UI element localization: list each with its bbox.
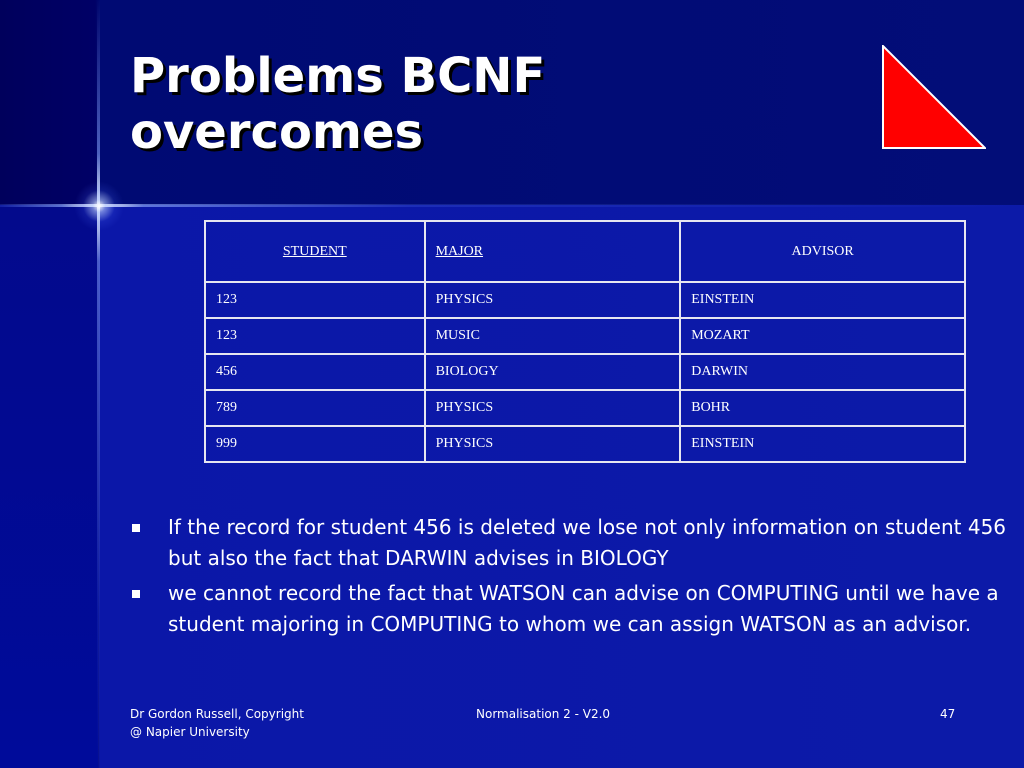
table-row	[205, 318, 965, 354]
column-header-label: STUDENT	[282, 243, 347, 259]
slide-number: 47	[940, 707, 956, 721]
column-header-advisor	[680, 221, 965, 282]
table-cell-student: 123	[205, 282, 425, 318]
table-cell-major: PHYSICS	[425, 282, 681, 318]
table-cell-major: MUSIC	[425, 318, 681, 354]
table-cell-advisor: EINSTEIN	[680, 426, 965, 462]
table-cell-advisor: DARWIN	[680, 354, 965, 390]
bullet-text: we cannot record the fact that WATSON can advise on COMPUTING until we have a student majoring in COMPUTING to whom we can assign WATSON as an advisor.	[168, 581, 999, 636]
square-bullet-icon	[132, 590, 140, 598]
column-header-label: ADVISOR	[791, 243, 854, 259]
table-cell-student: 789	[205, 390, 425, 426]
table-cell-advisor: EINSTEIN	[680, 282, 965, 318]
square-bullet-icon	[132, 524, 140, 532]
table-row	[205, 390, 965, 426]
table-cell-major: PHYSICS	[425, 390, 681, 426]
table-cell-advisor: MOZART	[680, 318, 965, 354]
bullet-text: If the record for student 456 is deleted we lose not only information on student 456 but also the fact that DARWIN advises in BIOLOGY	[168, 515, 1007, 570]
student-advisor-table	[204, 220, 966, 463]
left-band	[0, 205, 98, 768]
column-header-student	[205, 221, 425, 282]
table-row	[205, 282, 965, 318]
table-cell-major: BIOLOGY	[425, 354, 681, 390]
title-line-1: Problems BCNF	[130, 48, 546, 104]
table-cell-student: 123	[205, 318, 425, 354]
horizontal-light-line	[0, 204, 1024, 207]
table-cell-advisor: BOHR	[680, 390, 965, 426]
footer-course: Normalisation 2 - V2.0	[476, 707, 611, 721]
bullet-item	[132, 578, 1012, 640]
slide-title	[130, 48, 545, 160]
column-header-major	[425, 221, 681, 282]
red-triangle-icon	[882, 45, 986, 149]
footer-author-line-1: Dr Gordon Russell, Copyright	[130, 707, 304, 721]
title-line-2: overcomes	[130, 104, 424, 160]
table-row	[205, 426, 965, 462]
table-cell-major: PHYSICS	[425, 426, 681, 462]
footer-author-line-2: @ Napier University	[130, 725, 250, 739]
table-cell-student: 456	[205, 354, 425, 390]
vertical-light-line	[97, 0, 100, 768]
table-cell-student: 999	[205, 426, 425, 462]
bullet-item	[132, 512, 1012, 574]
footer-author	[130, 705, 350, 741]
table-row	[205, 354, 965, 390]
light-flare	[74, 181, 124, 231]
table-header-row	[205, 221, 965, 282]
bullet-list	[132, 512, 1012, 644]
column-header-label: MAJOR	[435, 243, 484, 259]
